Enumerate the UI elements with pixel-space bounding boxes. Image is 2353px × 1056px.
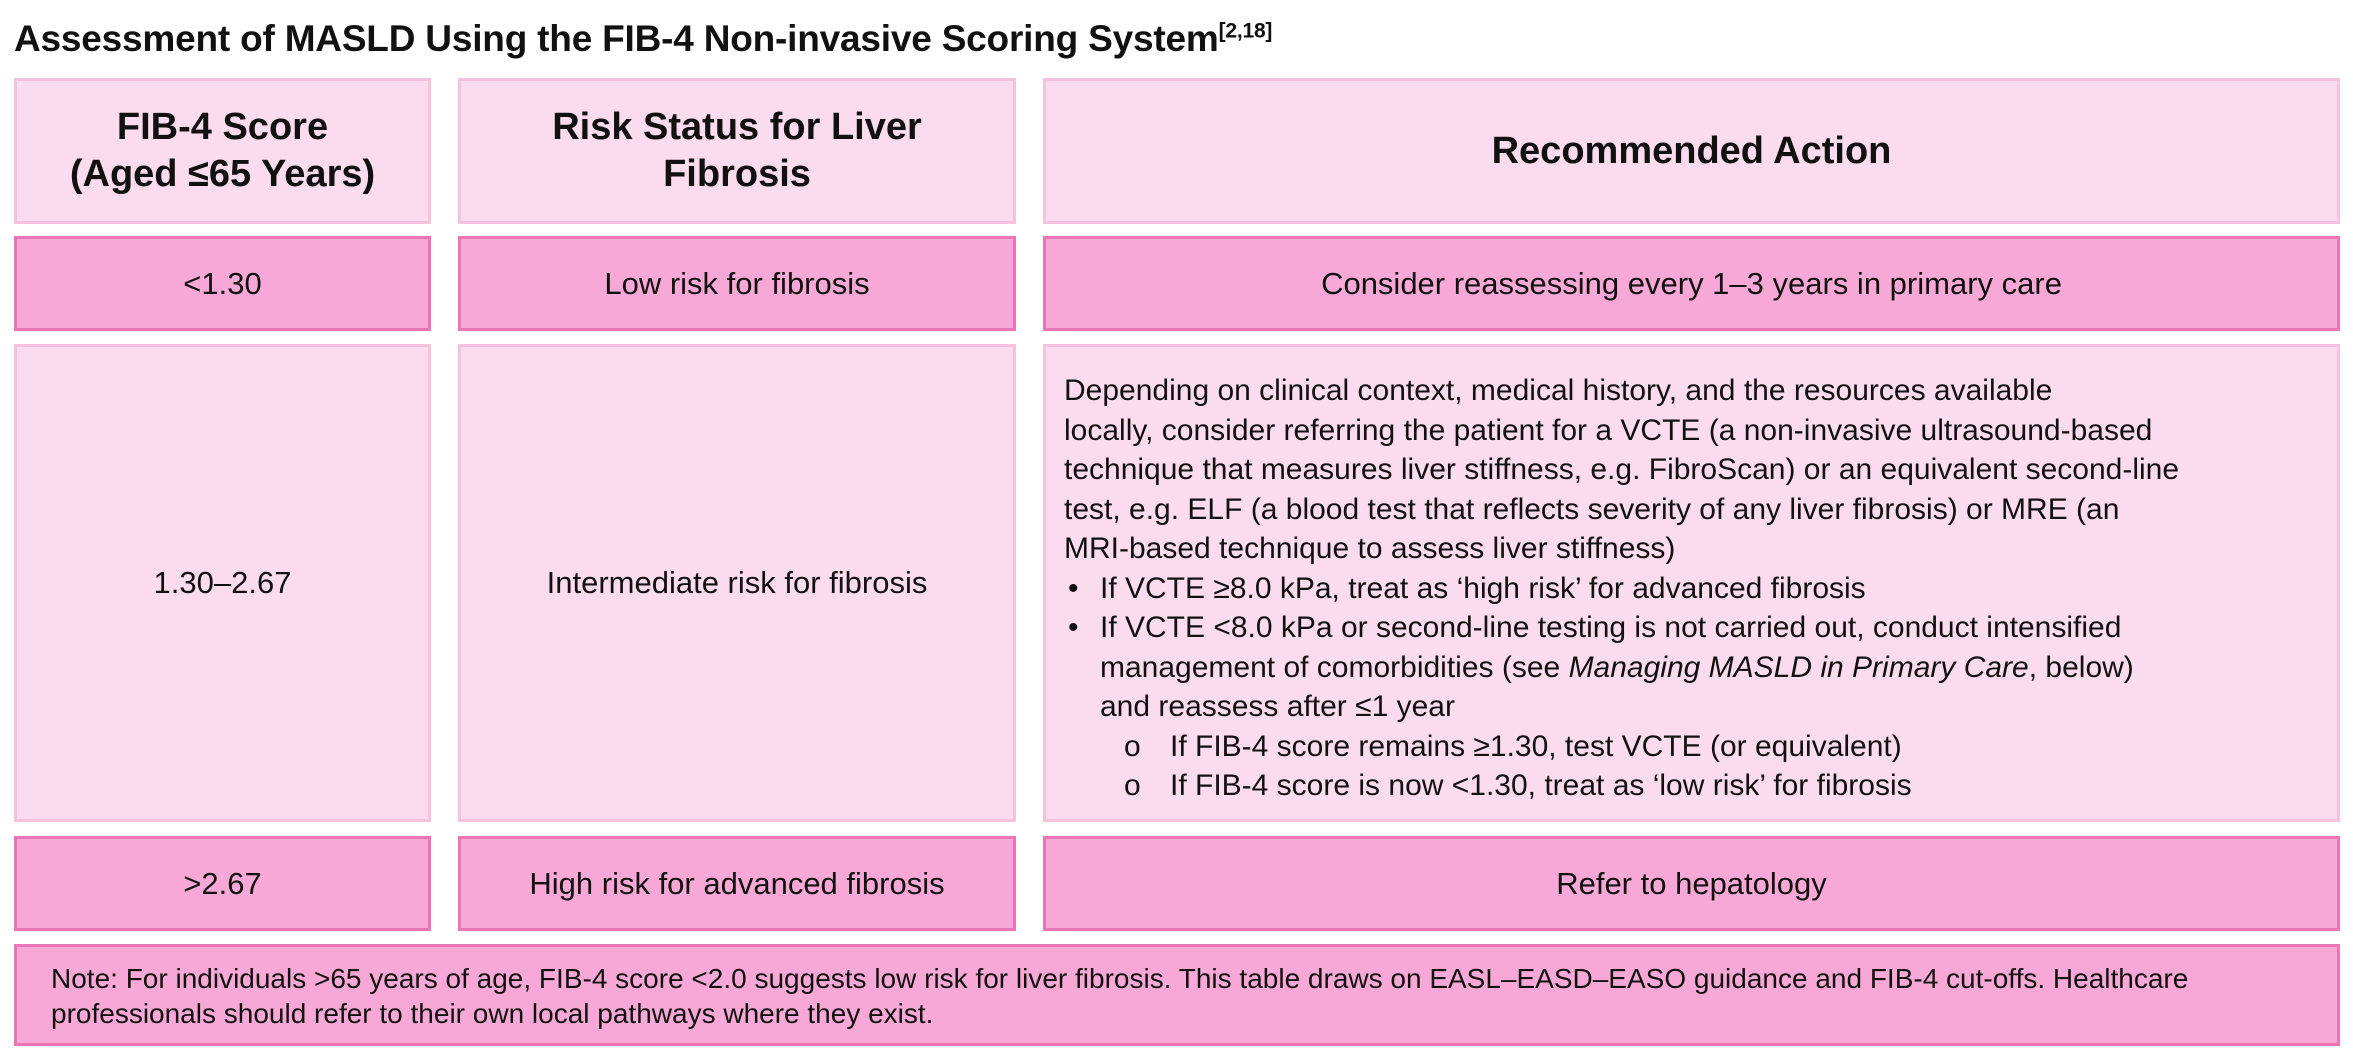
row-intermediate-action: [1043, 344, 2340, 822]
action-text: Refer to hepatology: [1556, 865, 1827, 901]
row-high-score: [14, 836, 431, 931]
risk-status: High risk for advanced fibrosis: [529, 865, 945, 901]
sub-bullet-text: If FIB-4 score remains ≥1.30, test VCTE (or equivalent): [1170, 729, 1902, 763]
header-risk-status: [458, 78, 1016, 224]
sub-bullet-now-low: [1064, 766, 2179, 806]
header-recommended-action: [1043, 78, 2340, 224]
footnote: [14, 944, 2340, 1046]
row-low-risk: [458, 236, 1016, 331]
sub-bullet-text: If FIB-4 score is now <1.30, treat as ‘low risk’ for fibrosis: [1170, 769, 1912, 802]
row-high-risk: [458, 836, 1016, 931]
score-value: <1.30: [183, 265, 262, 301]
bullet-text: If VCTE ≥8.0 kPa, treat as ‘high risk’ for advanced fibrosis: [1100, 571, 1866, 605]
row-intermediate-score: [14, 344, 431, 822]
reference-section-title: Managing MASLD in Primary Care: [1568, 650, 2029, 684]
header-fib4-line1: FIB-4 Score: [116, 106, 329, 148]
header-fib4-line2: (Aged ≤65 Years): [69, 153, 376, 195]
row-low-action: [1043, 236, 2340, 331]
row-high-action: [1043, 836, 2340, 931]
action-bullet-list: [1064, 569, 2179, 727]
score-value: >2.67: [183, 865, 262, 901]
action-sub-bullet-list: [1064, 727, 2179, 806]
row-intermediate-risk: [458, 344, 1016, 822]
score-value: 1.30–2.67: [153, 565, 292, 600]
row-low-score: [14, 236, 431, 331]
page-title: [14, 18, 1272, 60]
title-references: [2,18]: [1218, 19, 1273, 43]
sub-bullet-remains: [1064, 727, 2179, 767]
header-fib4-score: [14, 78, 431, 224]
footnote-line: Note: For individuals >65 years of age, FIB-4 score <2.0 suggests low risk for liver fibrosis. This table draws on EASL–EASD–EASO guidance and FIB-4 cut-offs. Healthcare: [51, 963, 2189, 994]
bullet-low-vcte: [1064, 608, 2179, 727]
action-intro-line: technique that measures liver stiffness, e.g. FibroScan) or an equivalent second-line: [1064, 453, 2180, 486]
bullet-text-line2: [1100, 648, 2179, 688]
action-intro-line: MRI-based technique to assess liver stiffness): [1064, 532, 1676, 565]
header-action-label: Recommended Action: [1491, 129, 1892, 172]
action-intro-line: test, e.g. ELF (a blood test that reflects severity of any liver fibrosis) or MRE (an: [1064, 492, 2120, 526]
bullet-text-post: , below): [2028, 650, 2134, 684]
header-risk-line1: Risk Status for Liver: [552, 106, 922, 148]
bullet-high-risk: [1064, 569, 2179, 609]
title-text: Assessment of MASLD Using the FIB-4 Non-invasive Scoring System: [14, 18, 1219, 59]
action-intro-line: locally, consider referring the patient for a VCTE (a non-invasive ultrasound-based: [1064, 413, 2153, 447]
action-text: Consider reassessing every 1–3 years in primary care: [1321, 265, 2062, 301]
header-risk-line2: Fibrosis: [663, 153, 811, 195]
action-intro-line: Depending on clinical context, medical history, and the resources available: [1064, 374, 2053, 407]
risk-status: Low risk for fibrosis: [604, 265, 870, 301]
bullet-text-pre: management of comorbidities (see: [1100, 650, 1569, 684]
bullet-text: • If VCTE <8.0 kPa or second-line testing is not carried out, conduct intensified: [1100, 611, 2122, 644]
bullet-text: and reassess after ≤1 year: [1100, 690, 1455, 723]
risk-status: Intermediate risk for fibrosis: [546, 565, 928, 600]
footnote-line: professionals should refer to their own local pathways where they exist.: [51, 998, 934, 1029]
